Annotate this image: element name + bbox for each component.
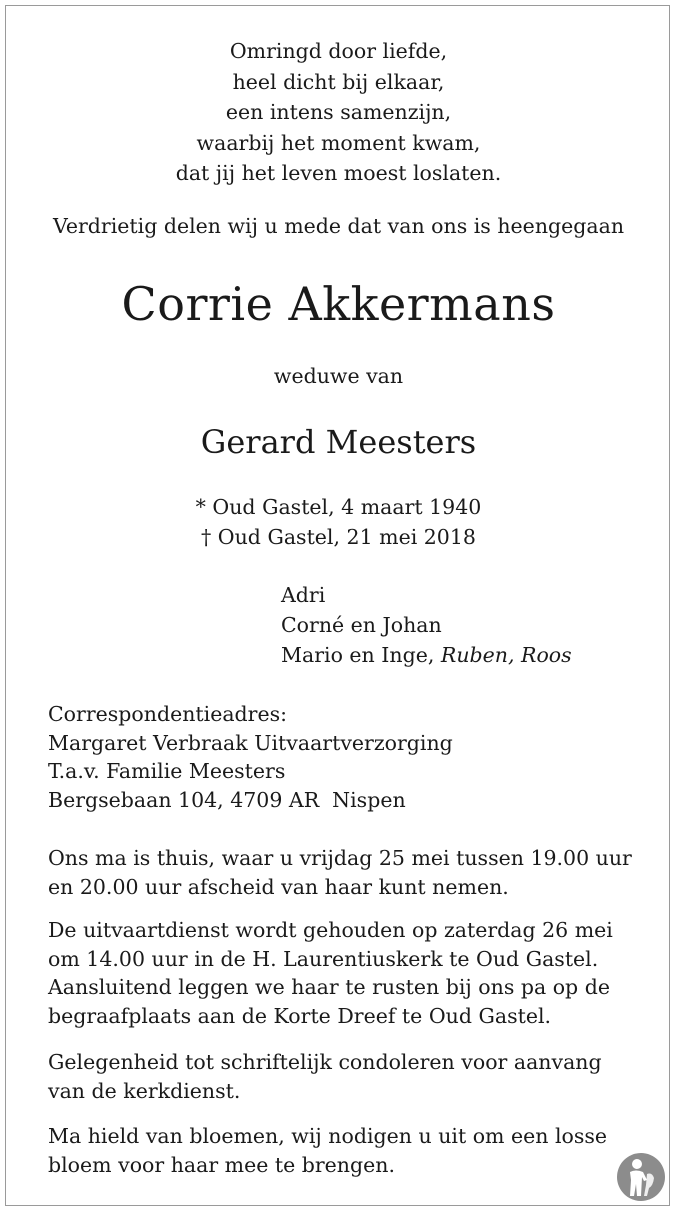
poem-line: dat jij het leven moest loslaten. xyxy=(175,161,502,185)
intro-text: Verdrietig delen wij u mede dat van ons is heengegaan xyxy=(52,214,625,238)
paragraph-line: van de kerkdienst. xyxy=(48,1078,241,1103)
paragraph-line: Gelegenheid tot schriftelijk condoleren voor aanvang xyxy=(48,1050,602,1074)
paragraph-line: De uitvaartdienst wordt gehouden op zaterdag 26 mei xyxy=(48,918,613,942)
family-line: Corné en Johan xyxy=(281,613,442,637)
paragraph-line: Ons ma is thuis, waar u vrijdag 25 mei tussen 19.00 uur xyxy=(48,846,632,870)
poem-line: waarbij het moment kwam, xyxy=(196,130,481,155)
paragraph-line: bloem voor haar mee te brengen. xyxy=(48,1152,395,1177)
poem xyxy=(0,36,677,189)
life-dates xyxy=(0,492,677,552)
poem-line: heel dicht bij elkaar, xyxy=(232,69,445,94)
address-line: Margaret Verbraak Uitvaartverzorging xyxy=(48,730,453,755)
poem-line: Omringd door liefde, xyxy=(229,39,448,63)
paragraph-line: Ma hield van bloemen, wij nodigen u uit om een losse xyxy=(48,1124,608,1148)
paragraph-line: Aansluitend leggen we haar te rusten bij ons pa op de xyxy=(48,975,610,999)
service-paragraph xyxy=(48,916,638,1030)
memorial-logo-icon xyxy=(616,1152,666,1202)
correspondence-address xyxy=(48,700,638,814)
death-date: † Oud Gastel, 21 mei 2018 xyxy=(201,525,476,549)
family-list xyxy=(281,580,572,670)
birth-date: * Oud Gastel, 4 maart 1940 xyxy=(195,495,482,519)
relation-text: weduwe van xyxy=(273,364,404,388)
paragraph-line: begraafplaats aan de Korte Dreef te Oud Gastel. xyxy=(48,1003,552,1028)
paragraph-line: en 20.00 uur afscheid van haar kunt nemen. xyxy=(48,874,509,899)
paragraph-line: om 14.00 uur in de H. Laurentiuskerk te Oud Gastel. xyxy=(48,946,599,971)
family-line xyxy=(281,640,572,670)
condolence-paragraph xyxy=(48,1048,638,1105)
address-line: Correspondentieadres: xyxy=(48,702,288,726)
family-names: Mario en Inge, xyxy=(281,643,435,667)
address-line: Bergsebaan 104, 4709 AR Nispen xyxy=(48,787,406,812)
visiting-paragraph xyxy=(48,844,638,901)
partner-name: Gerard Meesters xyxy=(200,423,477,461)
flowers-paragraph xyxy=(48,1122,638,1179)
poem-line: een intens samenzijn, xyxy=(225,100,452,124)
deceased-name: Corrie Akkermans xyxy=(121,277,556,331)
address-line: T.a.v. Familie Meesters xyxy=(48,759,286,783)
grandchildren-names: Ruben, Roos xyxy=(440,643,572,667)
family-line: Adri xyxy=(281,583,326,607)
